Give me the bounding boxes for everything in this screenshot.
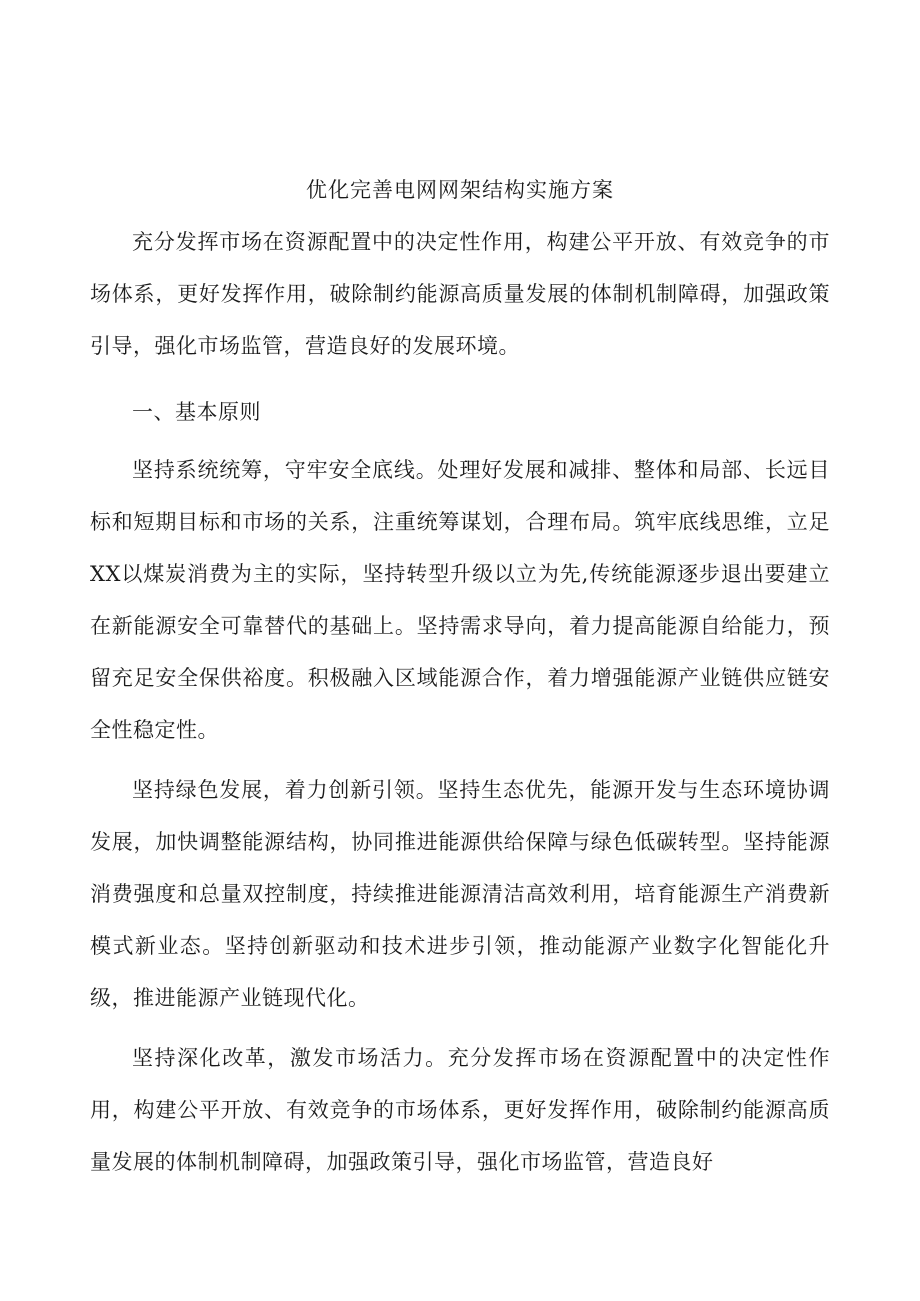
spacer	[90, 372, 830, 380]
intro-paragraph: 充分发挥市场在资源配置中的决定性作用，构建公平开放、有效竞争的市场体系，更好发挥作用，破除制约能源高质量发展的体制机制障碍，加强政策引导，强化市场监管，营造良好的发展环境。	[90, 230, 830, 358]
section-heading: 一、基本原则	[132, 400, 261, 424]
paragraph: 坚持系统统筹，守牢安全底线。处理好发展和减排、整体和局部、长远目标和短期目标和市场的关系，注重统筹谋划，合理布局。筑牢底线思维，立足XX以煤炭消费为主的实际，坚持转型升级以立为先,传统能源逐步退出要建立在新能源安全可靠替代的基础上。坚持需求导向，着力提高能源自给能力，预留充足安全保供裕度。积极融入区域能源合作，着力增强能源产业链供应链安全性稳定性。	[90, 458, 830, 742]
spacer	[90, 1024, 830, 1032]
document-title: 优化完善电网网架结构实施方案	[306, 178, 614, 202]
spacer	[90, 756, 830, 764]
paragraph: 坚持绿色发展，着力创新引领。坚持生态优先，能源开发与生态环境协调发展，加快调整能源结构，协同推进能源供给保障与绿色低碳转型。坚持能源消费强度和总量双控制度，持续推进能源清洁高效利用，培育能源生产消费新模式新业态。坚持创新驱动和技术进步引领，推动能源产业数字化智能化升级，推进能源产业链现代化。	[90, 778, 830, 1010]
paragraph: 坚持深化改革，激发市场活力。充分发挥市场在资源配置中的决定性作用，构建公平开放、有效竞争的市场体系，更好发挥作用，破除制约能源高质量发展的体制机制障碍，加强政策引导，强化市场监管，营造良好	[90, 1046, 830, 1174]
